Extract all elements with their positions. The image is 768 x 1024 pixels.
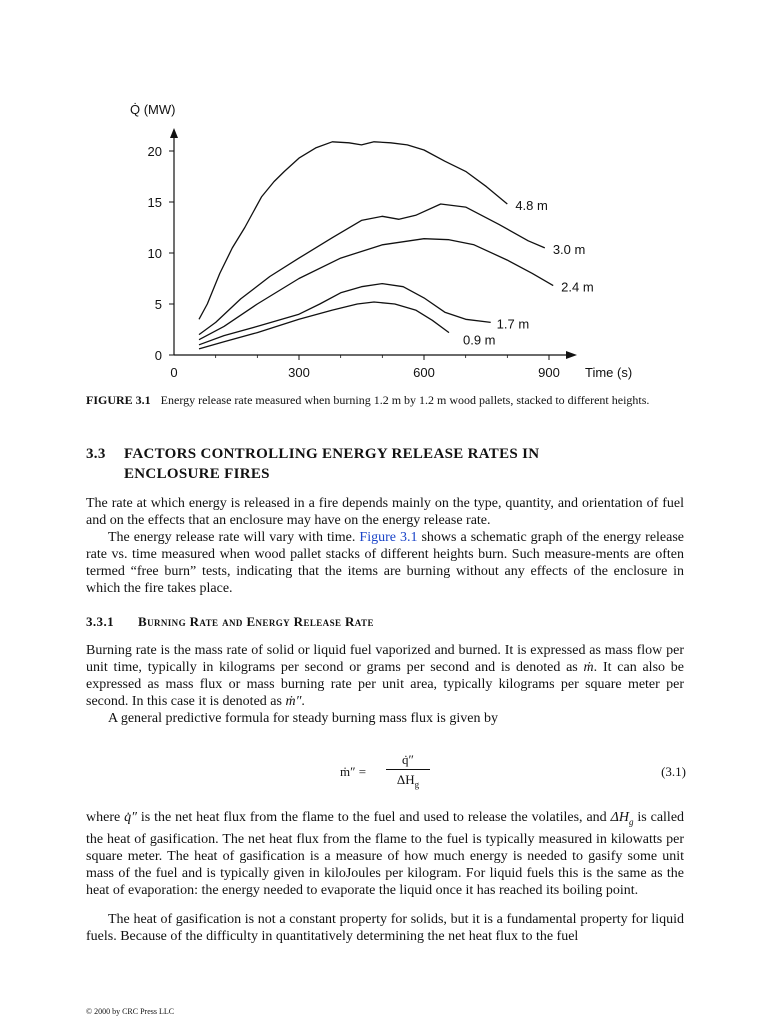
paragraph-5-c: is called the heat of gasification. The net heat flux from the flame to the fuel is typically measured in kilowatts per square meter. The heat of gasification is a measure of how much energy is needed to gasify some unit mass of the fuel and is typically given in kiloJoules per kilogram. For liquid fuels this is the same as the heat of evaporation: the energy needed to evaporate the liquid once it has reached its boiling point. (86, 810, 685, 898)
y-tick-label: 0 (154, 348, 162, 363)
section-title-line1: FACTORS CONTROLLING ENERGY RELEASE RATES IN (124, 446, 540, 462)
section-heading (86, 444, 686, 484)
paragraph-1: The rate at which energy is released in a fire depends mainly on the type, quantity, and orientation of fuel and on the effects that an enclosure may have on the energy release rate. (86, 496, 684, 528)
equation-number: (3.1) (661, 764, 686, 779)
figure-caption-text: Energy release rate measured when burning 1.2 m by 1.2 m wood pallets, stacked to different heights. (160, 393, 650, 407)
equation-numerator: q̇″ (386, 752, 430, 770)
hg-main: ΔH (610, 810, 629, 825)
y-tick-label: 15 (147, 195, 162, 210)
y-tick-label: 20 (147, 144, 162, 159)
x-axis-arrow (566, 351, 577, 359)
paragraph-3-b: . It can also be expressed as mass flux or mass burning rate per unit area, typically kilograms per square meter per second. In this case it is denoted as (86, 660, 685, 709)
subsection-heading (86, 614, 374, 630)
y-tick-label: 5 (154, 297, 162, 312)
series-line (199, 142, 507, 319)
copyright-footer: © 2000 by CRC Press LLC (86, 1007, 175, 1016)
series-label: 3.0 m (552, 241, 586, 257)
figure-caption (86, 392, 686, 408)
heat-flux-symbol: q̇″ (124, 810, 137, 825)
paragraph-5-b: is the net heat flux from the flame to the fuel and used to release the volatiles, and (140, 810, 607, 825)
y-axis-label: Q̇ (MW) (130, 102, 176, 117)
hg-sub: g (628, 816, 634, 827)
x-tick-label: 600 (413, 365, 435, 380)
y-axis-arrow (170, 128, 178, 138)
y-tick-label: 10 (147, 246, 162, 261)
section-title-line2: ENCLOSURE FIRES (124, 466, 270, 482)
equation-lhs: ṁ″ = (340, 764, 367, 779)
figure-3-1-link[interactable]: Figure 3.1 (359, 530, 418, 545)
mass-rate-symbol: ṁ (583, 660, 594, 675)
paragraph-2 (86, 529, 684, 597)
mass-flux-symbol: ṁ″ (285, 694, 302, 709)
series-line (199, 204, 545, 335)
section-number: 3.3 (86, 446, 106, 462)
equation-denominator-main: ΔH (396, 772, 415, 787)
series-label: 4.8 m (515, 198, 548, 214)
paragraph-6: The heat of gasification is not a constant property for solids, but it is a fundamental property for liquid fuels. Because of the difficulty in quantitatively determining the net heat flux to the fuel (86, 912, 684, 944)
equation-denominator (386, 770, 430, 790)
series-label: 2.4 m (561, 279, 594, 295)
x-tick-label: 0 (170, 365, 178, 380)
series-line (199, 302, 449, 349)
paragraph-2-start: The energy release rate will vary with time. (108, 530, 356, 545)
equation-3-1 (340, 752, 686, 792)
paragraph-5-a: where (86, 810, 121, 825)
paragraph-5 (86, 809, 684, 899)
heat-of-gasification-symbol (611, 810, 634, 825)
energy-release-chart (110, 92, 670, 388)
x-tick-label: 900 (538, 365, 560, 380)
paragraph-3-a: Burning rate is the mass rate of solid or liquid fuel vaporized and burned. It is expressed as mass flow per unit time, typically in kilograms per second or grams per second and is denoted as (86, 643, 684, 675)
equation-fraction (386, 752, 430, 790)
paragraph-2-end: shows a schematic graph of the energy release rate vs. time measured when wood pallet stacks of different heights burn. Such measure-ments are often termed “free burn” tests, indicating that the items are burning without any effects of the enclosure in which the fire takes place. (86, 530, 685, 596)
paragraph-3-c: . (301, 694, 305, 709)
x-tick-label: 300 (288, 365, 310, 380)
series-label: 1.7 m (496, 316, 530, 332)
equation-denominator-sub: g (414, 779, 420, 790)
paragraph-4: A general predictive formula for steady burning mass flux is given by (108, 711, 498, 726)
paragraph-3 (86, 642, 684, 710)
subsection-number: 3.3.1 (86, 614, 114, 629)
figure-label: FIGURE 3.1 (86, 393, 151, 407)
x-axis-label: Time (s) (585, 365, 633, 380)
subsection-title: Burning Rate and Energy Release Rate (138, 614, 374, 629)
series-label: 0.9 m (463, 332, 496, 348)
